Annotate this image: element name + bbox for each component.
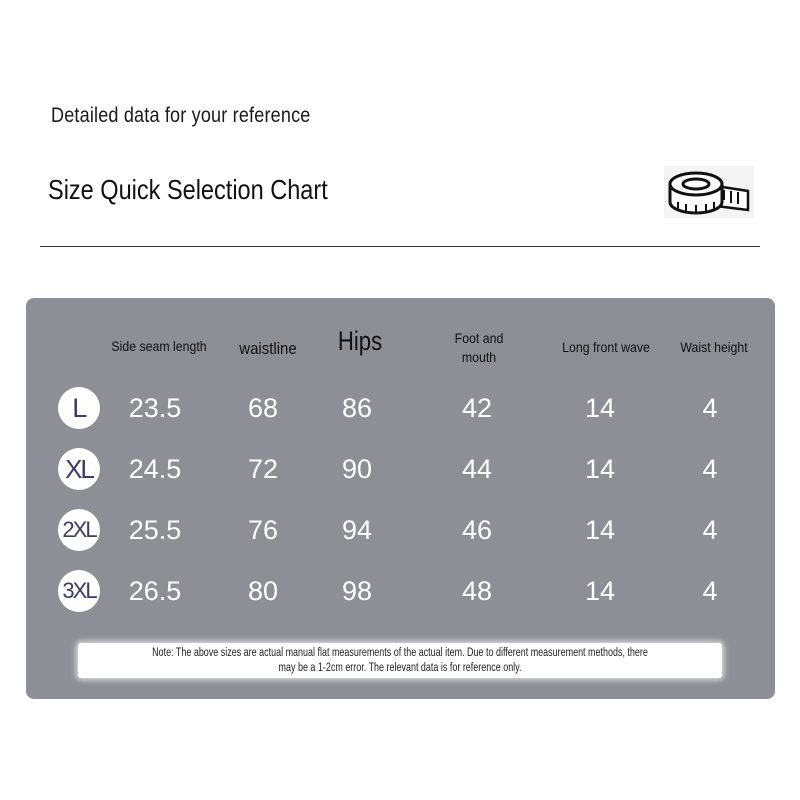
table-cell: 98 [341,576,373,606]
table-cell: 4 [702,393,718,423]
size-badge-2xl: 2XL [58,509,100,551]
table-cell: 72 [247,454,279,484]
table-cell: 26.5 [128,576,182,606]
page-title: Size Quick Selection Chart [48,174,328,205]
header-foot-line1: Foot and [454,330,504,346]
table-cell: 80 [247,576,279,606]
size-badge-l: L [58,387,100,429]
table-cell: 4 [702,454,718,484]
table-cell: 14 [584,454,616,484]
header-hips: Hips [337,326,383,356]
header-waistline: waistline [239,339,297,358]
header-long-front-wave: Long front wave [562,339,650,355]
table-cell: 24.5 [128,454,182,484]
table-cell: 44 [461,454,493,484]
table-cell: 23.5 [128,393,182,423]
table-cell: 25.5 [128,515,182,545]
table-cell: 14 [584,515,616,545]
size-badge-3xl: 3XL [58,570,100,612]
table-cell: 94 [341,515,373,545]
size-badge-xl: XL [58,448,100,490]
header-side-seam-length: Side seam length [111,338,207,354]
table-cell: 68 [247,393,279,423]
note-text [150,646,649,676]
table-cell: 48 [461,576,493,606]
table-cell: 86 [341,393,373,423]
table-cell: 14 [584,576,616,606]
header-foot-line2: mouth [461,349,497,365]
subtitle: Detailed data for your reference [51,104,311,127]
table-cell: 4 [702,576,718,606]
measuring-tape-icon [664,166,754,218]
header-foot-and-mouth [455,329,504,367]
table-cell: 90 [341,454,373,484]
note-line-2: may be a 1-2cm error. The relevant data is for reference only. [278,662,522,674]
table-cell: 4 [702,515,718,545]
table-cell: 76 [247,515,279,545]
header-waist-height: Waist height [680,339,748,355]
table-cell: 42 [461,393,493,423]
note-line-1: Note: The above sizes are actual manual flat measurements of the actual item. Due to different measurement methods, there [152,647,648,659]
table-cell: 14 [584,393,616,423]
size-table [26,298,775,699]
divider [40,246,760,247]
table-cell: 46 [461,515,493,545]
note-box [78,643,722,678]
